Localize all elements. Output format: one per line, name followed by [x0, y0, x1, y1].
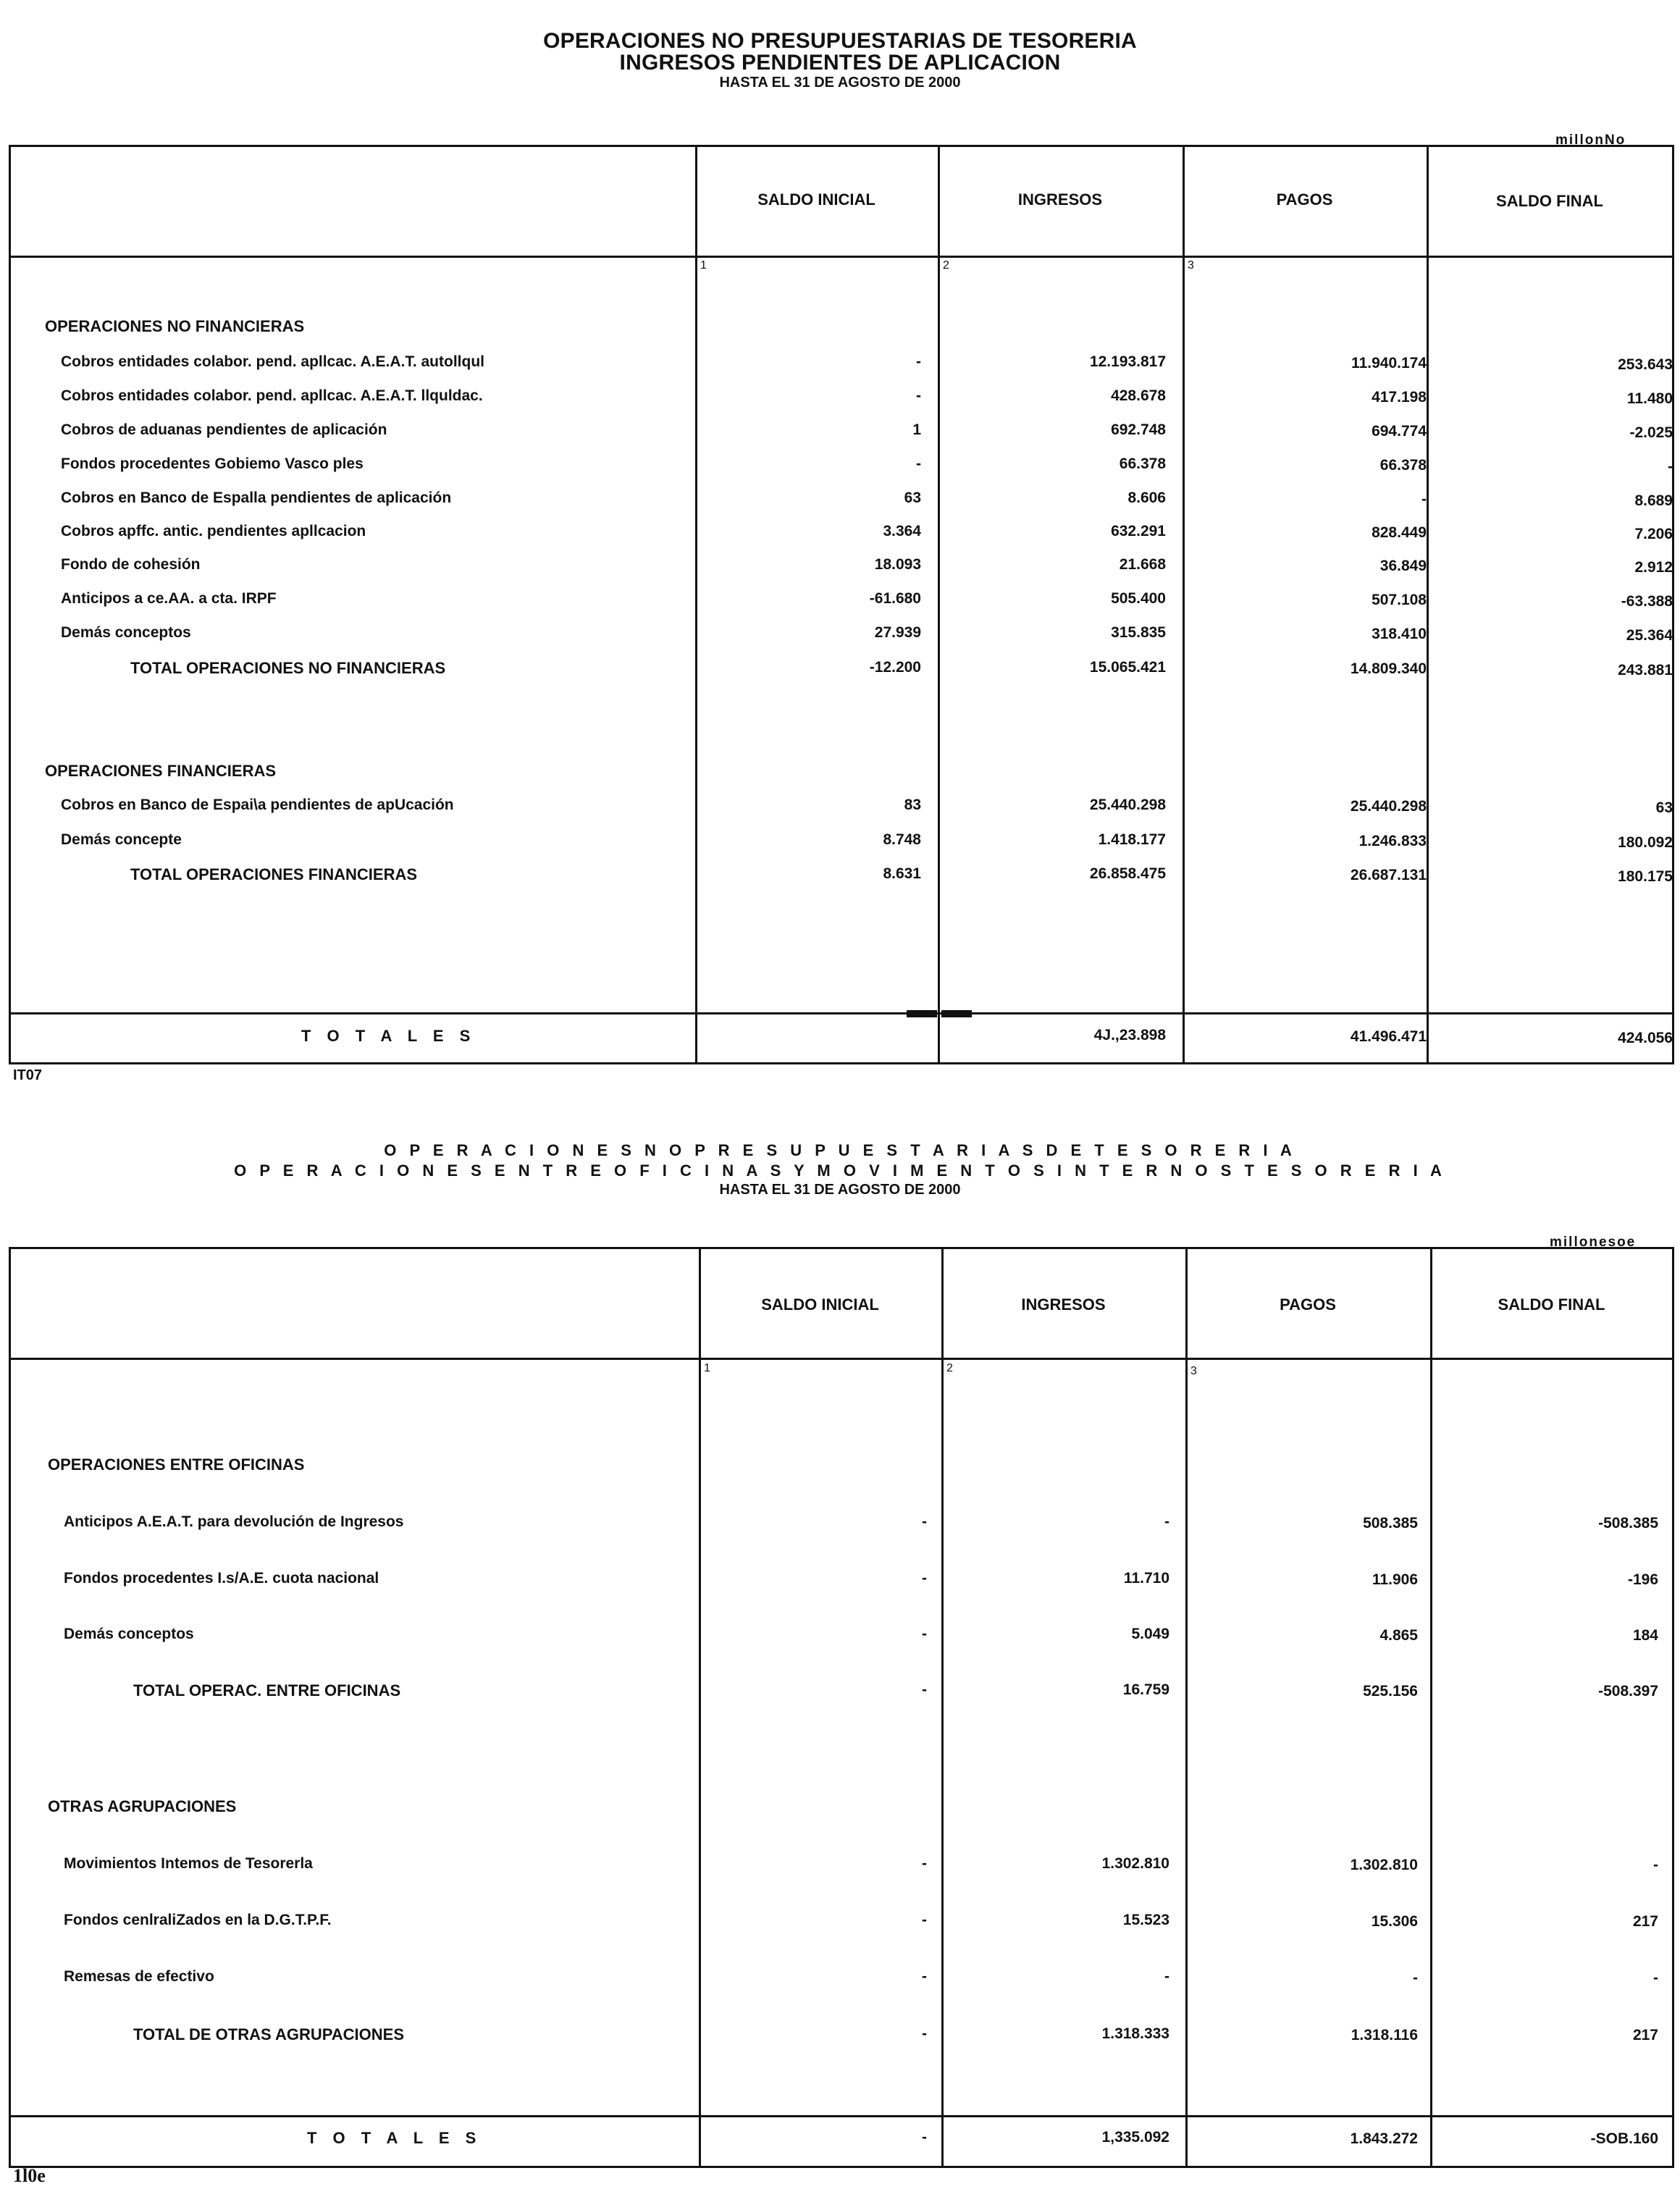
row-label: Demás conceptos	[61, 624, 191, 641]
group-heading: OPERACIONES FINANCIERAS	[45, 762, 277, 780]
value-cell: -	[1164, 1968, 1169, 1985]
value-cell: 21.668	[1119, 556, 1166, 573]
value-cell: 25.364	[1626, 627, 1673, 644]
value-cell: 1.418.177	[1098, 831, 1166, 848]
value-cell: 25.440.298	[1089, 797, 1166, 813]
section1-unit: millonNo	[1555, 133, 1626, 148]
column-header-saldo-inicial: SALDO INICIAL	[761, 1295, 879, 1314]
section2-subtitle: O P E R A C I O N E S E N T R E O F I C I N A S Y M O V I M E N T O S I N T E R N O S T E S O R E R I A	[234, 1161, 1446, 1180]
value-cell: 27.939	[874, 624, 921, 641]
group-total-label: TOTAL OPERACIONES NO FINANCIERAS	[130, 659, 446, 677]
value-cell: -2.025	[1629, 424, 1673, 441]
value-cell: 8.748	[883, 831, 921, 848]
section1-header	[0, 30, 1680, 91]
value-cell: -196	[1627, 1571, 1658, 1588]
value-cell: 26.858.475	[1089, 865, 1166, 882]
value-cell: 66.378	[1379, 457, 1427, 474]
column-number: 2	[943, 259, 949, 272]
col-divider	[695, 147, 697, 1062]
section2-page-code: 1l0e	[13, 2165, 46, 2186]
section2-date: HASTA EL 31 DE AGOSTO DE 2000	[719, 1182, 961, 1198]
group-heading: OPERACIONES ENTRE OFICINAS	[48, 1455, 305, 1474]
value-cell: 315.835	[1111, 624, 1166, 641]
column-header-pagos: PAGOS	[1276, 190, 1333, 209]
value-cell: 2.912	[1634, 559, 1673, 576]
value-cell: -	[922, 1855, 927, 1872]
value-cell: 36.849	[1379, 558, 1427, 574]
value-cell: -	[1653, 1857, 1658, 1873]
value-cell: 15.065.421	[1089, 659, 1166, 676]
ink-mark	[941, 1010, 972, 1017]
value-cell: -	[922, 1912, 927, 1928]
value-cell: 16.759	[1122, 1681, 1169, 1698]
value-cell: 5.049	[1131, 1626, 1169, 1642]
value-cell: 505.400	[1111, 590, 1166, 607]
column-header-saldo-inicial: SALDO INICIAL	[757, 190, 875, 209]
value-cell: 217	[1632, 1913, 1658, 1930]
group-heading: OPERACIONES NO FINANCIERAS	[45, 317, 305, 335]
row-label: Cobros entidades colabor. pend. apllcac. A.E.A.T. llquldac.	[61, 387, 483, 404]
value-cell: 180.092	[1618, 834, 1673, 851]
section1-date: HASTA EL 31 DE AGOSTO DE 2000	[719, 75, 961, 91]
value-cell: 11.906	[1372, 1571, 1418, 1588]
value-cell: 1,335.092	[1101, 2129, 1169, 2146]
value-cell: 318.410	[1372, 626, 1427, 642]
row-label: Cobros en Banco de Espai\a pendientes de apUcación	[61, 797, 454, 813]
row-label: Demás concepte	[61, 831, 182, 848]
col-divider	[1430, 1249, 1432, 2166]
section1-title: OPERACIONES NO PRESUPUESTARIAS DE TESORERIA	[543, 29, 1137, 53]
value-cell: 184	[1632, 1627, 1658, 1644]
totals-divider	[11, 1012, 1672, 1014]
section1-subtitle: INGRESOS PENDIENTES DE APLICACION	[619, 51, 1061, 75]
value-cell: 253.643	[1618, 356, 1673, 373]
row-label: Cobros apffc. antic. pendientes apllcacion	[61, 523, 366, 539]
value-cell: 507.108	[1372, 592, 1427, 608]
value-cell: 1.302.810	[1101, 1855, 1169, 1872]
value-cell: 417.198	[1372, 389, 1427, 406]
value-cell: 25.440.298	[1350, 798, 1427, 815]
value-cell: 63	[1655, 799, 1673, 816]
value-cell: 11.480	[1626, 390, 1673, 407]
ink-mark	[907, 1010, 937, 1017]
value-cell: 428.678	[1111, 387, 1166, 404]
value-cell: 26.687.131	[1350, 867, 1427, 883]
section2-header	[0, 1140, 1680, 1198]
col-divider	[1185, 1249, 1188, 2166]
value-cell: 525.156	[1363, 1683, 1418, 1699]
row-label: Movimientos Intemos de Tesorerla	[64, 1855, 313, 1872]
row-label: Fondos procedentes I.s/A.E. cuota nacional	[64, 1570, 379, 1587]
value-cell: 12.193.817	[1089, 353, 1166, 370]
value-cell: -	[1413, 1970, 1418, 1986]
value-cell: -	[922, 2025, 927, 2042]
col-divider	[1183, 147, 1185, 1062]
row-label: Remesas de efectivo	[64, 1968, 214, 1985]
column-header-saldo-final: SALDO FINAL	[1498, 1295, 1605, 1314]
col-divider	[941, 1249, 944, 2166]
value-cell: 66.378	[1119, 455, 1166, 472]
value-cell: -	[1421, 491, 1427, 508]
totals-divider	[11, 2115, 1672, 2117]
section2-unit: millonesoe	[1550, 1235, 1637, 1250]
column-header-pagos: PAGOS	[1280, 1295, 1336, 1314]
grand-totals-label: T O T A L E S	[307, 2129, 482, 2147]
value-cell: 243.881	[1618, 662, 1673, 678]
column-header-ingresos: INGRESOS	[1017, 190, 1103, 209]
value-cell: -	[916, 455, 921, 472]
value-cell: -	[1668, 458, 1673, 475]
value-cell: 424.056	[1618, 1030, 1673, 1046]
column-number: 1	[700, 259, 707, 272]
column-number: 2	[946, 1362, 953, 1374]
value-cell: -	[916, 387, 921, 404]
value-cell: -	[922, 1570, 927, 1587]
value-cell: 14.809.340	[1350, 660, 1427, 677]
value-cell: 1.302.810	[1350, 1857, 1418, 1873]
col-divider	[699, 1249, 701, 2166]
row-label: Fondo de cohesión	[61, 556, 201, 573]
value-cell: -	[916, 353, 921, 370]
value-cell: -	[922, 1681, 927, 1698]
value-cell: -	[922, 1626, 927, 1642]
col-divider	[1427, 147, 1429, 1062]
value-cell: -SOB.160	[1590, 2130, 1658, 2147]
value-cell: 15.523	[1122, 1912, 1169, 1928]
value-cell: 15.306	[1371, 1913, 1418, 1930]
value-cell: 4.865	[1379, 1627, 1418, 1644]
value-cell: -	[1164, 1513, 1169, 1530]
value-cell: 692.748	[1111, 421, 1166, 438]
value-cell: 1.246.833	[1358, 833, 1427, 849]
value-cell: 1.318.116	[1351, 2027, 1418, 2043]
value-cell: -63.388	[1621, 593, 1673, 610]
col-divider	[938, 147, 940, 1062]
row-label: Anticipos a ce.AA. a cta. IRPF	[61, 590, 277, 607]
value-cell: 7.206	[1634, 526, 1673, 542]
column-number: 3	[1190, 1365, 1197, 1377]
value-cell: 508.385	[1363, 1515, 1418, 1532]
column-number: 1	[704, 1362, 710, 1374]
value-cell: -	[922, 2129, 927, 2146]
value-cell: 632.291	[1111, 523, 1166, 539]
value-cell: -61.680	[869, 590, 921, 607]
group-total-label: TOTAL DE OTRAS AGRUPACIONES	[133, 2025, 405, 2043]
column-header-saldo-final: SALDO FINAL	[1496, 192, 1603, 210]
value-cell: 18.093	[874, 556, 921, 573]
value-cell: 1.318.333	[1101, 2025, 1169, 2042]
column-number: 3	[1188, 259, 1194, 272]
row-label: Cobros entidades colabor. pend. apllcac. A.E.A.T. autollqul	[61, 353, 484, 370]
value-cell: 828.449	[1372, 524, 1427, 541]
value-cell: 1	[912, 421, 921, 438]
section2-title: O P E R A C I O N E S N O P R E S U P U E S T A R I A S D E T E S O R E R I A	[384, 1141, 1296, 1159]
value-cell: 217	[1632, 2027, 1658, 2043]
row-label: Fondos procedentes Gobiemo Vasco ples	[61, 455, 364, 472]
row-label: Fondos cenlraliZados en la D.G.T.P.F.	[64, 1912, 332, 1928]
row-label: Anticipos A.E.A.T. para devolución de Ingresos	[64, 1513, 404, 1530]
value-cell: -12.200	[869, 659, 921, 676]
value-cell: -	[1653, 1970, 1658, 1986]
group-total-label: TOTAL OPERACIONES FINANCIERAS	[130, 865, 418, 883]
grand-totals-label: T O T A L E S	[301, 1027, 476, 1045]
value-cell: 8.631	[883, 865, 921, 882]
value-cell: 4J.,23.898	[1093, 1027, 1166, 1043]
section1-page-code: IT07	[13, 1067, 43, 1083]
value-cell: 41.496.471	[1350, 1028, 1427, 1045]
value-cell: 11.710	[1123, 1570, 1169, 1587]
value-cell: 8.689	[1634, 492, 1673, 509]
value-cell: -	[922, 1513, 927, 1530]
value-cell: -	[922, 1968, 927, 1985]
row-label: Cobros de aduanas pendientes de aplicación	[61, 421, 387, 438]
group-total-label: TOTAL OPERAC. ENTRE OFICINAS	[133, 1681, 401, 1699]
value-cell: 8.606	[1127, 490, 1166, 506]
value-cell: 3.364	[883, 523, 921, 539]
value-cell: 83	[904, 797, 921, 813]
value-cell: 1.843.272	[1350, 2130, 1418, 2147]
row-label: Demás conceptos	[64, 1626, 194, 1642]
column-header-ingresos: INGRESOS	[1021, 1295, 1106, 1314]
row-label: Cobros en Banco de Espalla pendientes de aplicación	[61, 490, 452, 506]
value-cell: -508.385	[1598, 1515, 1658, 1532]
group-heading: OTRAS AGRUPACIONES	[48, 1797, 237, 1815]
value-cell: -508.397	[1598, 1683, 1658, 1699]
value-cell: 694.774	[1372, 423, 1427, 440]
value-cell: 180.175	[1618, 868, 1673, 885]
value-cell: 63	[904, 490, 921, 506]
value-cell: 11.940.174	[1351, 355, 1427, 371]
